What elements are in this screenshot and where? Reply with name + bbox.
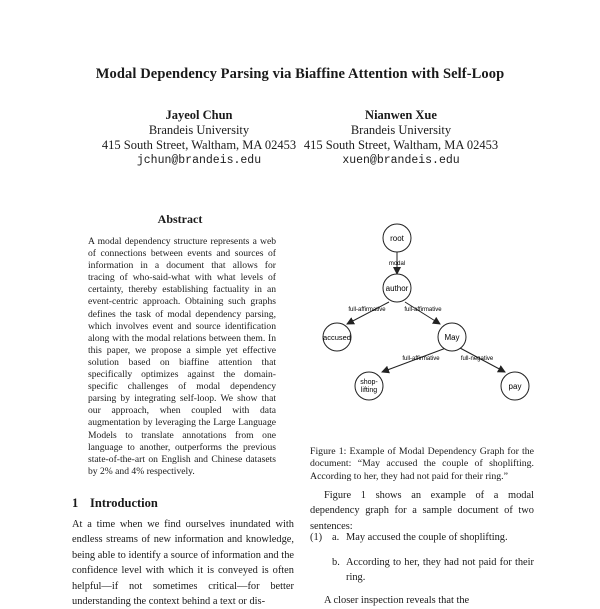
paper-title: Modal Dependency Parsing via Biaffine Attention with Self-Loop <box>95 66 505 82</box>
author-affiliation: Brandeis University <box>148 123 250 137</box>
author-email: jchun@brandeis.edu <box>136 154 262 167</box>
author-email: xuen@brandeis.edu <box>342 154 460 167</box>
example-b-label: b. <box>332 557 340 568</box>
edge-author-accused <box>347 302 389 324</box>
edge-label-full-affirmative: full-affirmative <box>348 307 386 313</box>
node-label-root: root <box>390 234 404 243</box>
node-shoplifting <box>355 372 383 400</box>
node-label-shoplifting-2: lifting <box>360 387 378 394</box>
author-name: Nianwen Xue <box>365 108 437 122</box>
node-label-pay: pay <box>508 382 522 391</box>
right-column-continuation <box>310 593 534 608</box>
example-a-text: May accused the couple of shoplifting. <box>346 532 508 543</box>
author-address: 415 South Street, Waltham, MA 02453 <box>303 138 499 152</box>
edge-label-full-affirmative: full-affirmative <box>404 307 442 313</box>
right-column-paragraph <box>310 488 534 534</box>
example-a <box>310 530 534 545</box>
introduction-text: At a time when we find ourselves inundated with endless streams of new information and knowledge, being able to identify a source of information and the confidence level with which it is conveyed is often helpful—if not sometimes critical—for better understanding the context behind a text or dis- <box>72 519 294 608</box>
edge-author-may <box>405 302 440 324</box>
paragraph-figure-description: Figure 1 shows an example of a modal dependency graph for a sample document of two sentences: <box>310 490 534 532</box>
node-label-shoplifting-1: shop- <box>360 379 378 386</box>
author-block-1 <box>84 108 314 168</box>
example-b-text: According to her, they had not paid for their ring. <box>346 557 534 584</box>
edge-label-modal: modal <box>388 261 406 267</box>
section-number: 1 <box>72 496 79 510</box>
section-title: Introduction <box>90 496 158 510</box>
edge-label-full-negative: full-negative <box>460 356 494 362</box>
modal-dependency-graph <box>305 215 545 410</box>
node-label-accused: accused <box>323 333 351 342</box>
edge-label-full-affirmative: full-affirmative <box>402 356 440 362</box>
example-a-label: a. <box>332 532 340 543</box>
author-block-2 <box>286 108 516 168</box>
node-label-may: May <box>444 333 460 342</box>
author-name: Jayeol Chun <box>165 108 233 122</box>
example-b <box>310 555 534 586</box>
abstract-heading: Abstract <box>157 212 203 226</box>
section-heading <box>72 496 158 511</box>
author-address: 415 South Street, Waltham, MA 02453 <box>101 138 297 152</box>
author-affiliation: Brandeis University <box>350 123 452 137</box>
paragraph-continuation: A closer inspection reveals that the <box>324 595 470 606</box>
figure-caption: Figure 1: Example of Modal Dependency Graph for the document: “May accused the couple of shoplifting. According to her, they had not paid for their ring.” <box>310 446 534 482</box>
abstract-text: A modal dependency structure represents a web of connections between events and sources of information in a document that allows for tracing of who-said-what with what levels of certainty, thereby establishing factuality in an event-centric approach. Obtaining such graphs defines the task of modal dependency parsing, which involves event and source identification along with the modal relations between them. In this paper, we propose a simple yet effective solution based on biaffine attention that specifically optimizes against the domain-specific challenges of modal dependency parsing by integrating self-loop. We show that our approach, when coupled with data augmentation by leveraging the Large Language Models to translate annotations from one language to another, outperforms the previous state-of-the-art on English and Chinese datasets by 2% and 4% respectively. <box>88 236 276 477</box>
example-number: (1) <box>310 532 323 543</box>
node-label-author: author <box>385 284 409 293</box>
